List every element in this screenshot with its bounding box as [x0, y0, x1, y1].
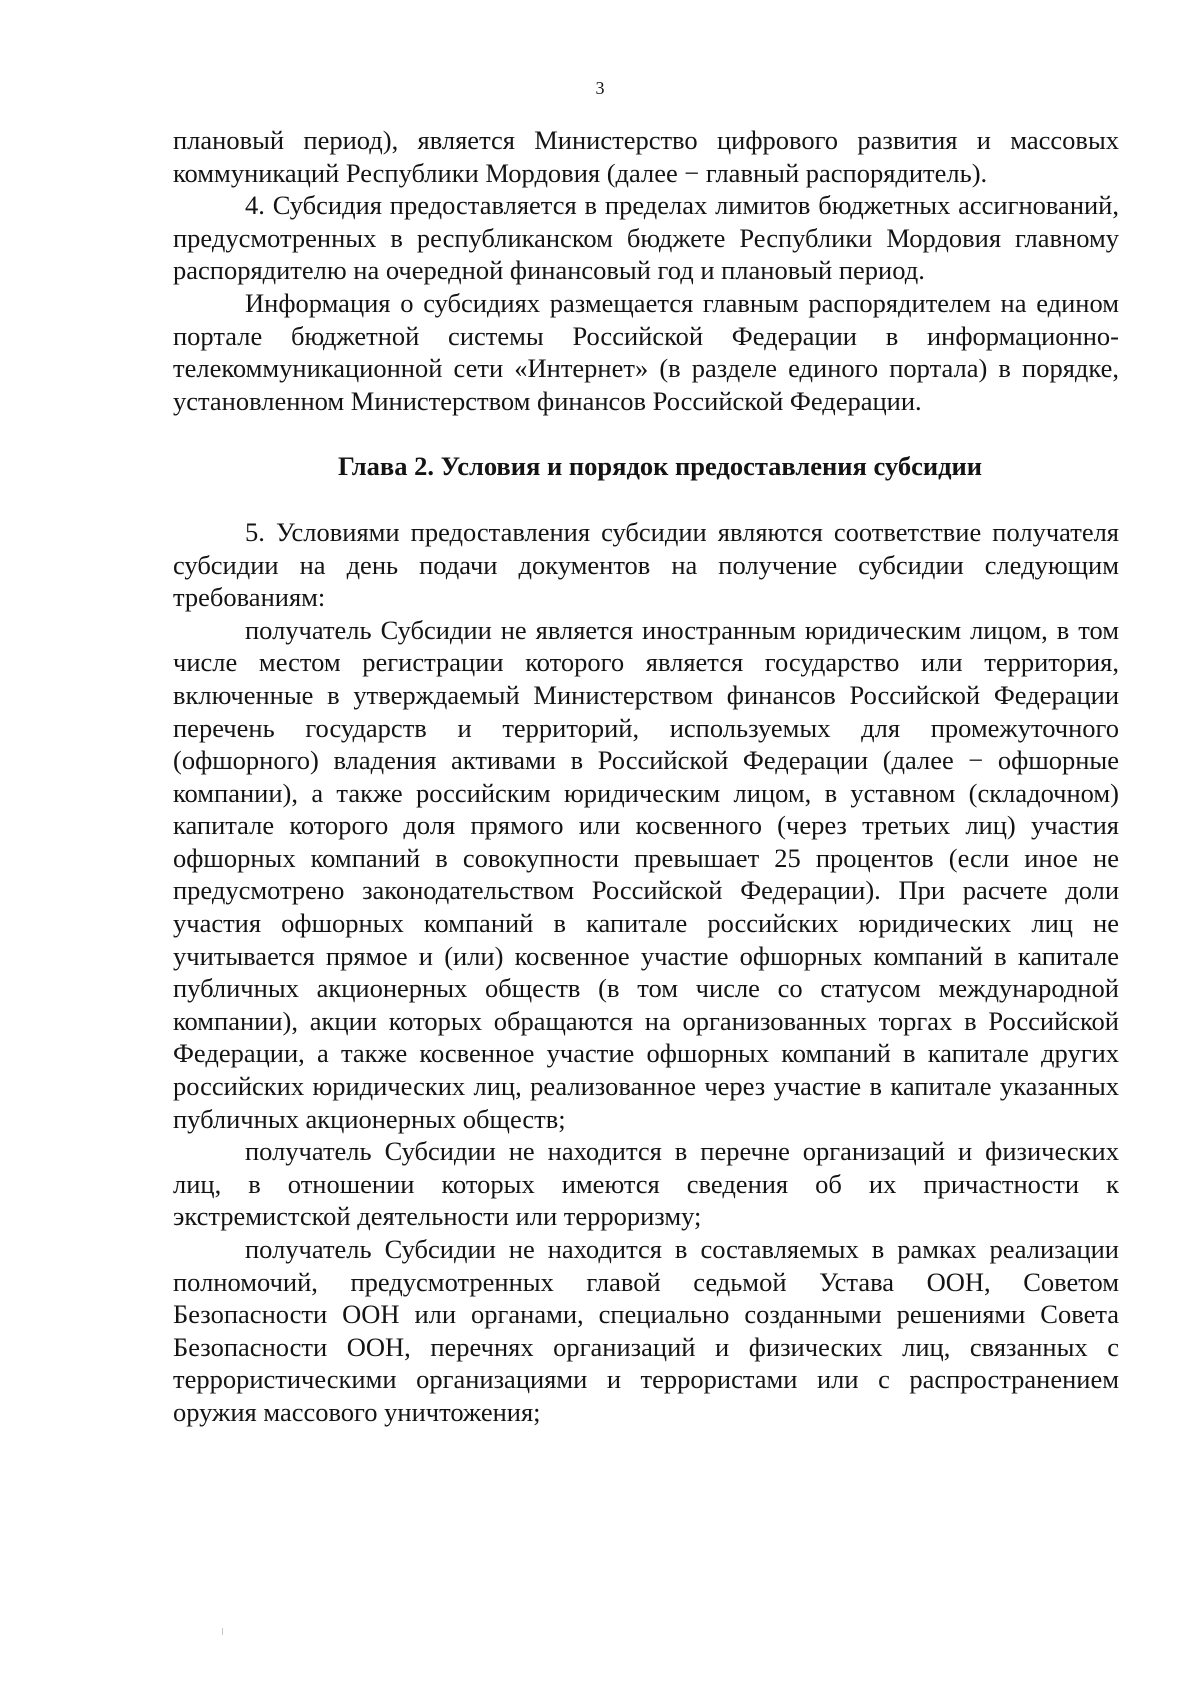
- paragraph-subsidy-information: Информация о субсидиях размещается главным распорядителем на едином портале бюджетной системы Российской Федерации в информационно-телекоммуникационной сети «Интернет» (в разделе единого портала) в порядке, установленном Министерством финансов Российской Федерации.: [173, 287, 1119, 416]
- scan-mark: [222, 1628, 223, 1635]
- paragraph-item-5: 5. Условиями предоставления субсидии являются соответствие получателя субсидии на день подачи документов на получение субсидии следующим требованиям:: [173, 516, 1119, 613]
- paragraph-requirement-offshore: получатель Субсидии не является иностранным юридическим лицом, в том числе местом регистрации которого является государство или территория, включенные в утверждаемый Министерством финансов Российской Федерации перечень государств и территорий, используемых для промежуточного (офшорного) владения активами в Российской Федерации (далее − офшорные компании), а также российским юридическим лицом, в уставном (складочном) капитале которого доля прямого или косвенного (через третьих лиц) участия офшорных компаний в совокупности превышает 25 процентов (если иное не предусмотрено законодательством Российской Федерации). При расчете доли участия офшорных компаний в капитале российских юридических лиц не учитывается прямое и (или) косвенное участие офшорных компаний в капитале публичных акционерных обществ (в том числе со статусом международной компании), акции которых обращаются на организованных торгах в Российской Федерации, а также косвенное участие офшорных компаний в капитале других российских юридических лиц, реализованное через участие в капитале указанных публичных акционерных обществ;: [173, 614, 1119, 1134]
- page-number: 3: [595, 78, 605, 98]
- document-body: [173, 124, 1119, 1429]
- paragraph-item-4: 4. Субсидия предоставляется в пределах лимитов бюджетных ассигнований, предусмотренных в республиканском бюджете Республики Мордовия главному распорядителю на очередной финансовый год и плановый период.: [173, 190, 1119, 286]
- paragraph-requirement-extremism: получатель Субсидии не находится в перечне организаций и физических лиц, в отношении которых имеются сведения об их причастности к экстремистской деятельности или терроризму;: [173, 1136, 1119, 1232]
- paragraph-requirement-un-lists: получатель Субсидии не находится в составляемых в рамках реализации полномочий, предусмотренных главой седьмой Устава ООН, Советом Безопасности ООН или органами, специально созданными решениями Совета Безопасности ООН, перечнях организаций и физических лиц, связанных с террористическими организациями и террористами или с распространением оружия массового уничтожения;: [173, 1234, 1119, 1427]
- chapter-heading: Глава 2. Условия и порядок предоставления субсидии: [337, 451, 983, 482]
- paragraph-continuation: плановый период), является Министерство цифрового развития и массовых коммуникаций Республики Мордовия (далее − главный распорядитель).: [173, 125, 1119, 188]
